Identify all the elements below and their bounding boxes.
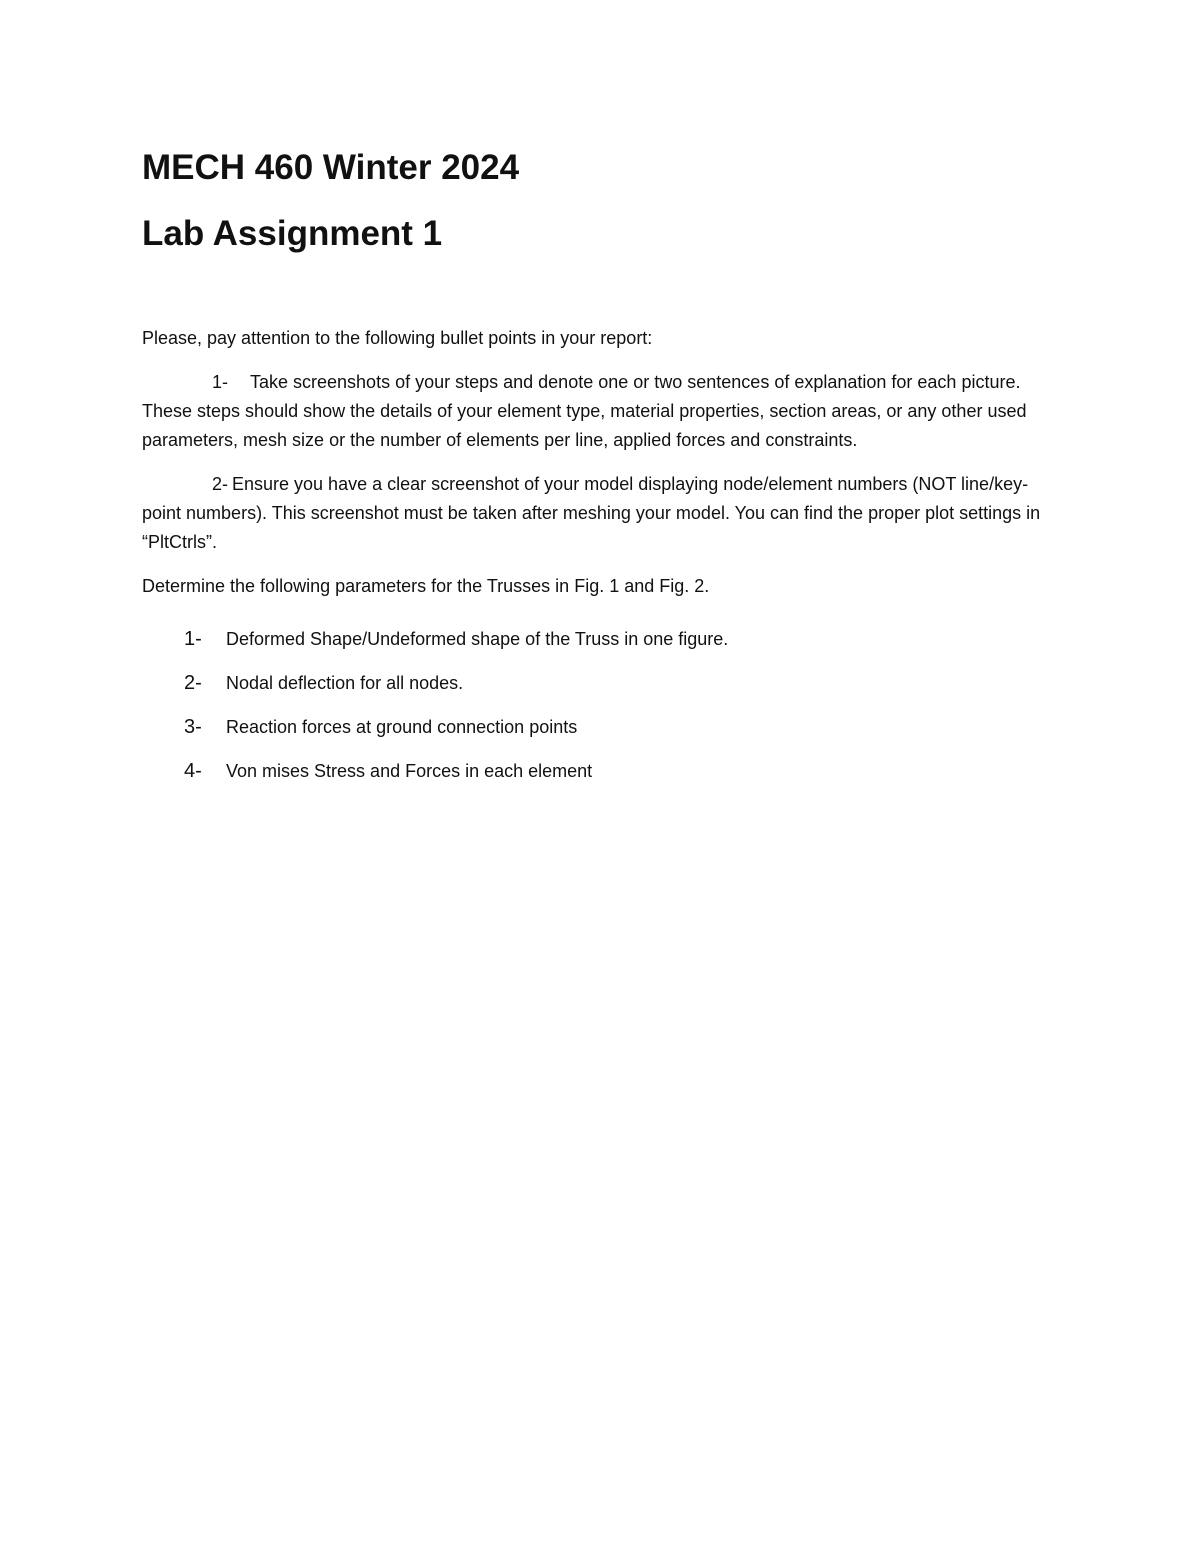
document-content	[142, 140, 1062, 801]
report-point-2	[142, 470, 1062, 557]
report-point-1	[142, 368, 1062, 455]
report-point-2-number: 2-	[212, 474, 229, 494]
assignment-subtitle: Lab Assignment 1	[142, 214, 443, 253]
parameter-item-text: Reaction forces at ground connection points	[226, 717, 578, 737]
document-title: MECH 460 Winter 2024	[142, 148, 520, 187]
parameters-list	[142, 625, 1062, 786]
parameter-item-number: 1-	[184, 628, 202, 650]
report-point-1-text: Take screenshots of your steps and denote one or two sentences of explanation for each picture. These steps should show the details of your element type, material properties, section areas, or any other used parameters, mesh size or the number of elements per line, applied forces and constraints.	[142, 372, 1027, 450]
report-point-1-number: 1-	[212, 372, 229, 392]
parameter-item-number: 3-	[184, 716, 202, 738]
parameter-item-text: Nodal deflection for all nodes.	[226, 673, 464, 693]
parameter-item	[142, 713, 1062, 742]
intro-paragraph: Please, pay attention to the following bullet points in your report:	[142, 328, 653, 348]
parameter-item	[142, 625, 1062, 654]
parameter-item	[142, 669, 1062, 698]
parameter-item-text: Deformed Shape/Undeformed shape of the Truss in one figure.	[226, 629, 729, 649]
determine-paragraph: Determine the following parameters for the Trusses in Fig. 1 and Fig. 2.	[142, 576, 710, 596]
parameter-item-number: 2-	[184, 672, 202, 694]
parameter-item-number: 4-	[184, 760, 202, 782]
parameter-item	[142, 757, 1062, 786]
report-point-2-text: Ensure you have a clear screenshot of your model displaying node/element numbers (NOT line/key-point numbers). This screenshot must be taken after meshing your model. You can find the proper plot settings in “PltCtrls”.	[142, 474, 1041, 552]
parameter-item-text: Von mises Stress and Forces in each element	[226, 761, 593, 781]
